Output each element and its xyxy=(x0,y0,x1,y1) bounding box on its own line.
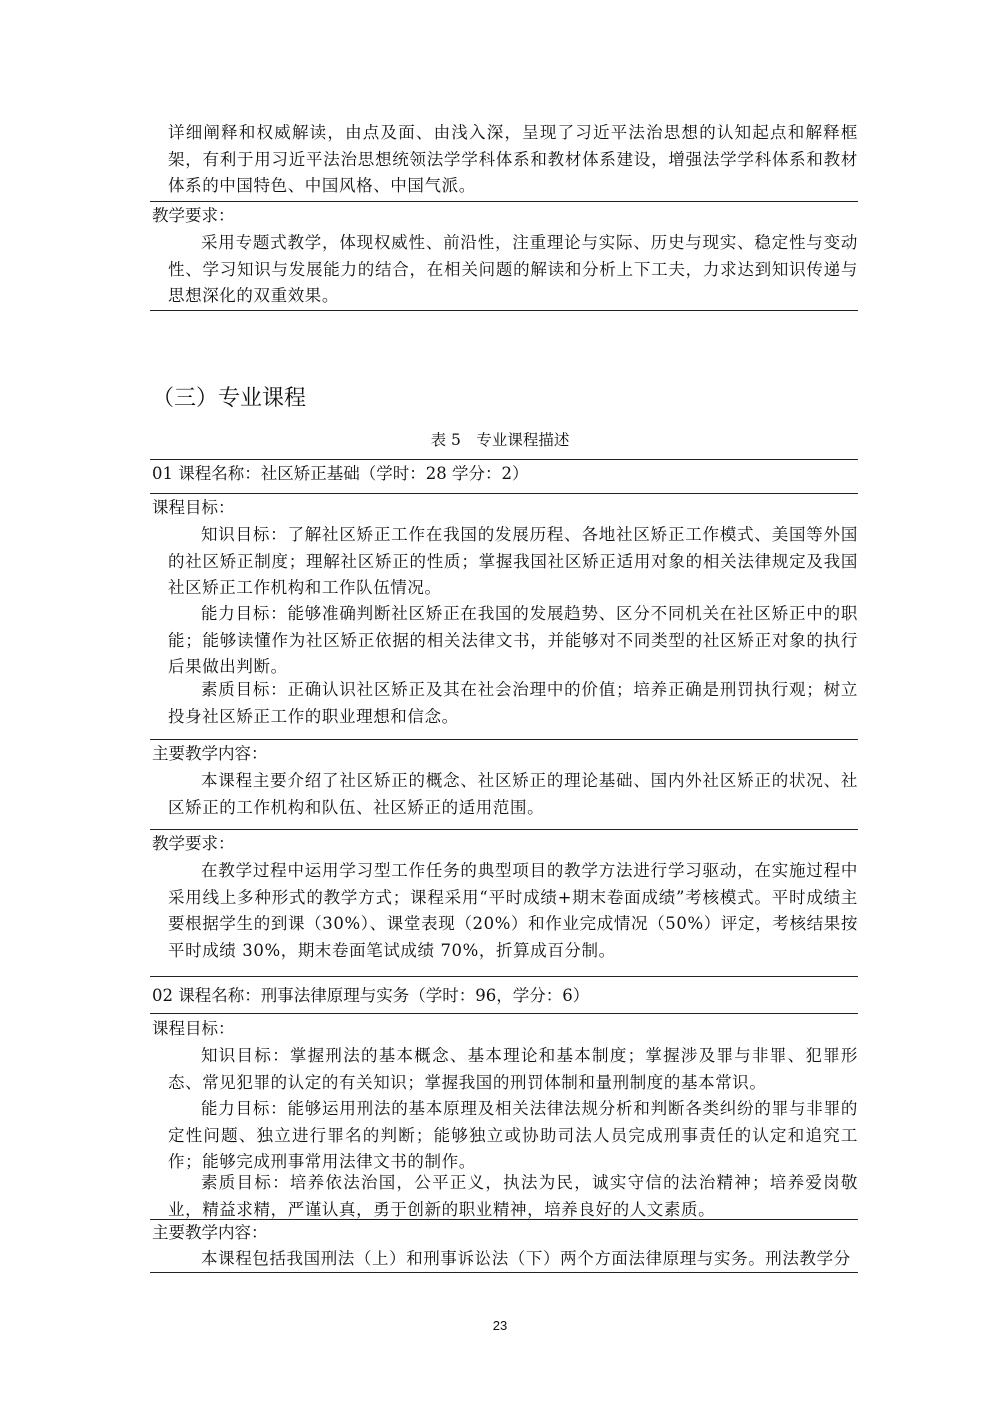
course1-ability-goal: 能力目标：能够准确判断社区矫正在我国的发展趋势、区分不同机关在社区矫正中的职能；能够读懂作为社区矫正依据的相关法律文书，并能够对不同类型的社区矫正对象的执行后果做出判断。 xyxy=(168,604,858,676)
table-rule xyxy=(150,310,858,311)
table-rule xyxy=(150,739,858,740)
course1-knowledge-goal: 知识目标：了解社区矫正工作在我国的发展历程、各地社区矫正工作模式、美国等外国的社区矫正制度；理解社区矫正的性质；掌握我国社区矫正适用对象的相关法律规定及我国社区矫正工作机构和工作队伍情况。 xyxy=(168,525,858,597)
page-number: 23 xyxy=(492,1318,508,1333)
course1-goals-label: 课程目标： xyxy=(152,498,235,517)
course2-title: 02 课程名称：刑事法律原理与实务（学时：96，学分：6） xyxy=(152,986,590,1005)
course1-requirements: 在教学过程中运用学习型工作任务的典型项目的教学方法进行学习驱动，在实施过程中采用线上多种形式的教学方式；课程采用“平时成绩+期末卷面成绩”考核模式。平时成绩主要根据学生的到课（30%）、课堂表现（20%）和作业完成情况（50%）评定，考核结果按平时成绩 30%，期末卷面笔试成绩 70%，折算成百分制。 xyxy=(168,861,858,960)
table-rule xyxy=(150,1272,858,1273)
intro-paragraph: 详细阐释和权威解读，由点及面、由浅入深，呈现了习近平法治思想的认知起点和解释框架，有利于用习近平法治思想统领法学学科体系和教材体系建设，增强法学学科体系和教材体系的中国特色、中国风格、中国气派。 xyxy=(168,123,858,195)
table-rule xyxy=(150,976,858,977)
section-title: （三）专业课程 xyxy=(152,386,307,411)
course2-content-label: 主要教学内容： xyxy=(152,1223,268,1242)
course2-ability-goal: 能力目标：能够运用刑法的基本原理及相关法律法规分析和判断各类纠纷的罪与非罪的定性问题、独立进行罪名的判断；能够独立或协助司法人员完成刑事责任的认定和追究工作；能够完成刑事常用法律文书的制作。 xyxy=(168,1099,858,1171)
table-rule xyxy=(150,459,858,460)
course1-content: 本课程主要介绍了社区矫正的概念、社区矫正的理论基础、国内外社区矫正的状况、社区矫正的工作机构和队伍、社区矫正的适用范围。 xyxy=(168,771,858,817)
course2-content: 本课程包括我国刑法（上）和刑事诉讼法（下）两个方面法律原理与实务。刑法教学分 xyxy=(201,1249,851,1268)
course1-content-label: 主要教学内容： xyxy=(152,744,268,763)
course1-title: 01 课程名称：社区矫正基础（学时：28 学分：2） xyxy=(152,464,529,483)
course1-requirements-label: 教学要求： xyxy=(152,834,235,853)
table-rule xyxy=(150,1013,858,1014)
table-rule xyxy=(150,493,858,494)
table-caption: 表 5 专业课程描述 xyxy=(430,431,570,449)
course1-quality-goal: 素质目标：正确认识社区矫正及其在社会治理中的价值；培养正确是刑罚执行观；树立投身社区矫正工作的职业理想和信念。 xyxy=(168,680,858,726)
course2-goals-label: 课程目标： xyxy=(152,1019,235,1038)
course2-quality-goal: 素质目标：培养依法治国，公平正义，执法为民，诚实守信的法治精神；培养爱岗敬业，精益求精，严谨认真，勇于创新的职业精神，培养良好的人文素质。 xyxy=(168,1173,858,1219)
course2-knowledge-goal: 知识目标：掌握刑法的基本概念、基本理论和基本制度；掌握涉及罪与非罪、犯罪形态、常见犯罪的认定的有关知识；掌握我国的刑罚体制和量刑制度的基本常识。 xyxy=(168,1046,858,1092)
table-rule xyxy=(150,829,858,830)
table-rule xyxy=(150,201,858,202)
prev-requirements-text: 采用专题式教学，体现权威性、前沿性，注重理论与实际、历史与现实、稳定性与变动性、学习知识与发展能力的结合，在相关问题的解读和分析上下工夫，力求达到知识传递与思想深化的双重效果。 xyxy=(168,233,858,305)
prev-requirements-label: 教学要求： xyxy=(152,206,235,225)
